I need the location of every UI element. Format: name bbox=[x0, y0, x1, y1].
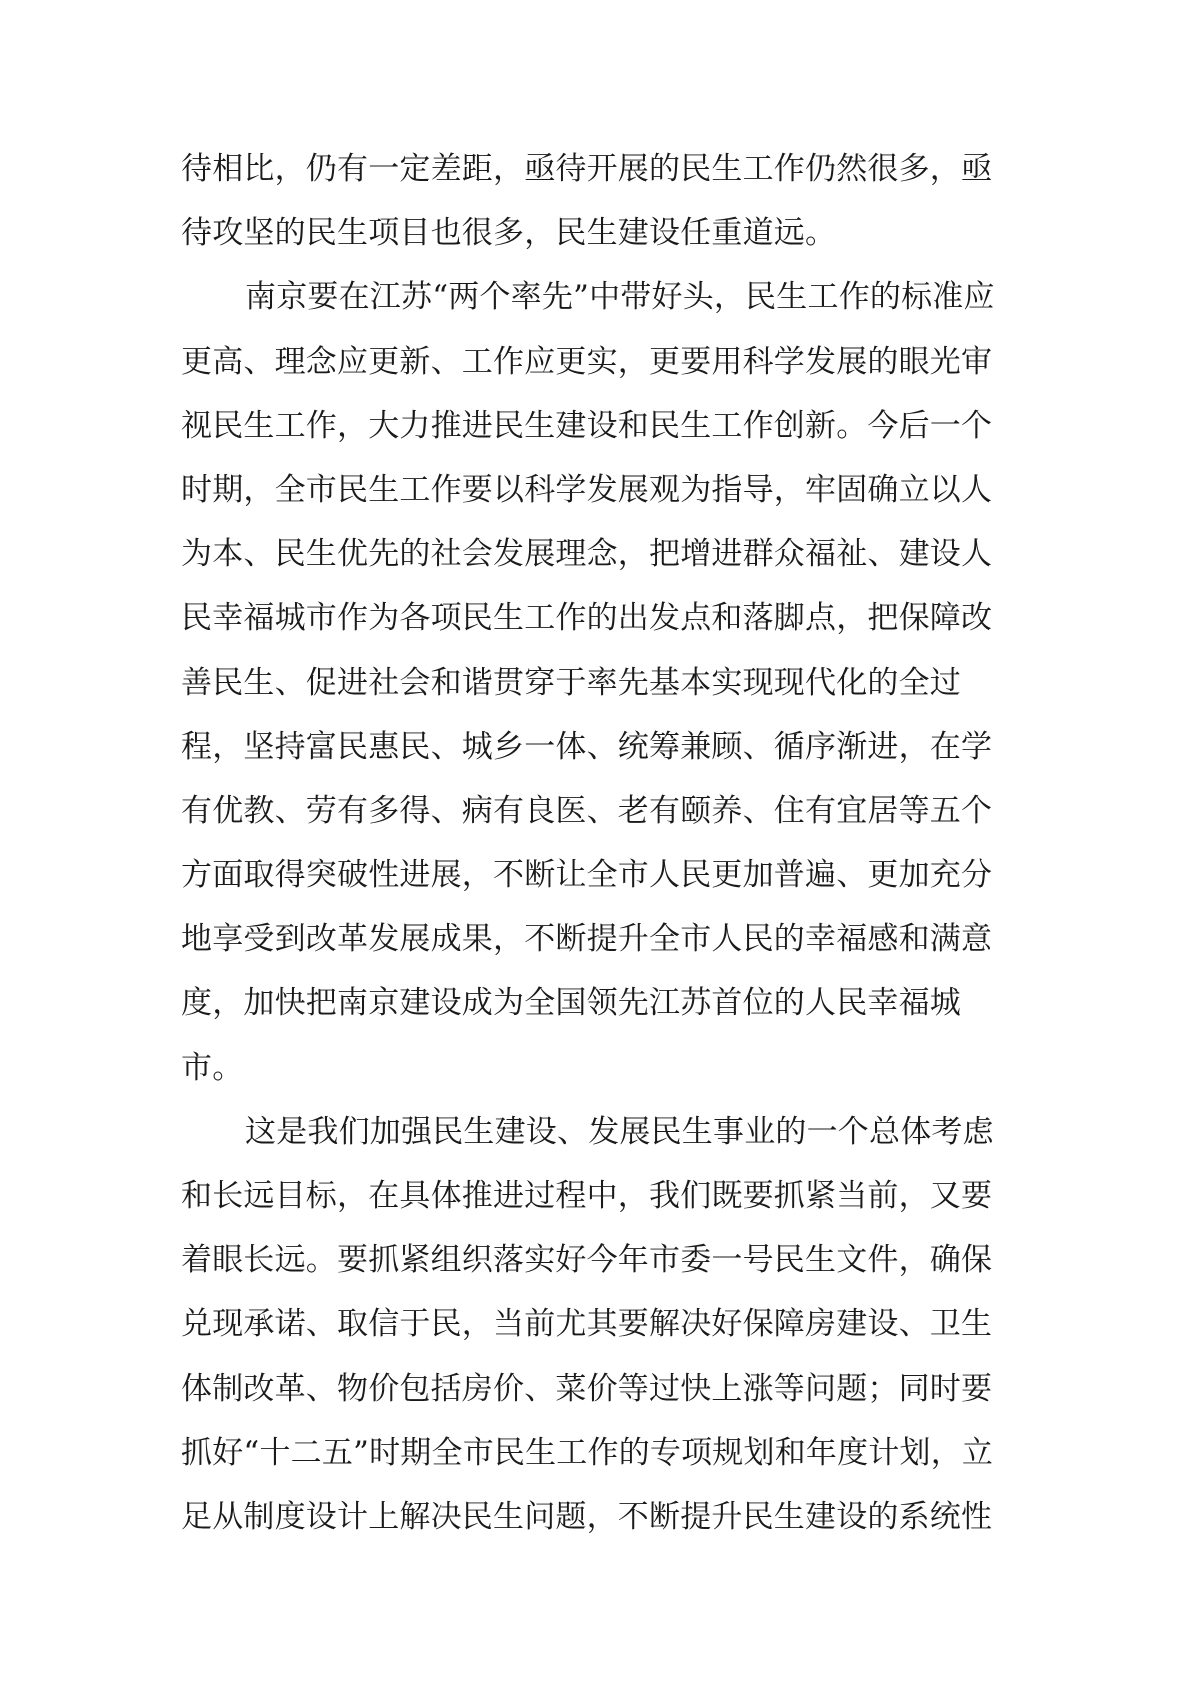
text-line: 这是我们加强民生建设、发展民生事业的一个总体考虑 bbox=[245, 1113, 994, 1150]
text-line: 善民生、促进社会和谐贯穿于率先基本实现现代化的全过 bbox=[181, 664, 961, 701]
text-line: 度，加快把南京建设成为全国领先江苏首位的人民幸福城 bbox=[181, 985, 961, 1022]
text-line: 体制改革、物价包括房价、菜价等过快上涨等问题；同时要 bbox=[181, 1370, 993, 1407]
text-line: 有优教、劳有多得、病有良医、老有颐养、住有宜居等五个 bbox=[181, 792, 993, 829]
text-line: 和长远目标，在具体推进过程中，我们既要抓紧当前，又要 bbox=[181, 1178, 993, 1214]
text-line: 程，坚持富民惠民、城乡一体、统筹兼顾、循序渐进，在学 bbox=[181, 728, 993, 765]
text-line: 视民生工作，大力推进民生建设和民生工作创新。今后一个 bbox=[181, 407, 993, 444]
document-body bbox=[181, 137, 1061, 1549]
text-line: 南京要在江苏“两个率先”中带好头，民生工作的标准应 bbox=[245, 279, 995, 316]
text-line: 更高、理念应更新、工作应更实，更要用科学发展的眼光审 bbox=[181, 343, 993, 380]
text-line: 抓好“十二五”时期全市民生工作的专项规划和年度计划，立 bbox=[181, 1434, 994, 1471]
text-line: 待攻坚的民生项目也很多，民生建设任重道远。 bbox=[181, 215, 837, 252]
text-line: 兑现承诺、取信于民，当前尤其要解决好保障房建设、卫生 bbox=[181, 1306, 993, 1343]
text-line: 时期，全市民生工作要以科学发展观为指导，牢固确立以人 bbox=[181, 471, 993, 508]
text-line: 地享受到改革发展成果，不断提升全市人民的幸福感和满意 bbox=[181, 921, 993, 958]
text-line: 市。 bbox=[181, 1049, 244, 1086]
text-line: 足从制度设计上解决民生问题，不断提升民生建设的系统性 bbox=[181, 1498, 993, 1535]
paragraph-1 bbox=[181, 137, 1061, 265]
text-line: 为本、民生优先的社会发展理念，把增进群众福祉、建设人 bbox=[181, 536, 993, 573]
paragraph-3 bbox=[181, 1100, 1061, 1549]
text-line: 民幸福城市作为各项民生工作的出发点和落脚点，把保障改 bbox=[181, 600, 993, 637]
text-line: 着眼长远。要抓紧组织落实好今年市委一号民生文件，确保 bbox=[181, 1242, 993, 1279]
text-line: 方面取得突破性进展，不断让全市人民更加普遍、更加充分 bbox=[181, 857, 993, 894]
text-line: 待相比，仍有一定差距，亟待开展的民生工作仍然很多，亟 bbox=[181, 151, 993, 187]
paragraph-2 bbox=[181, 265, 1061, 1099]
